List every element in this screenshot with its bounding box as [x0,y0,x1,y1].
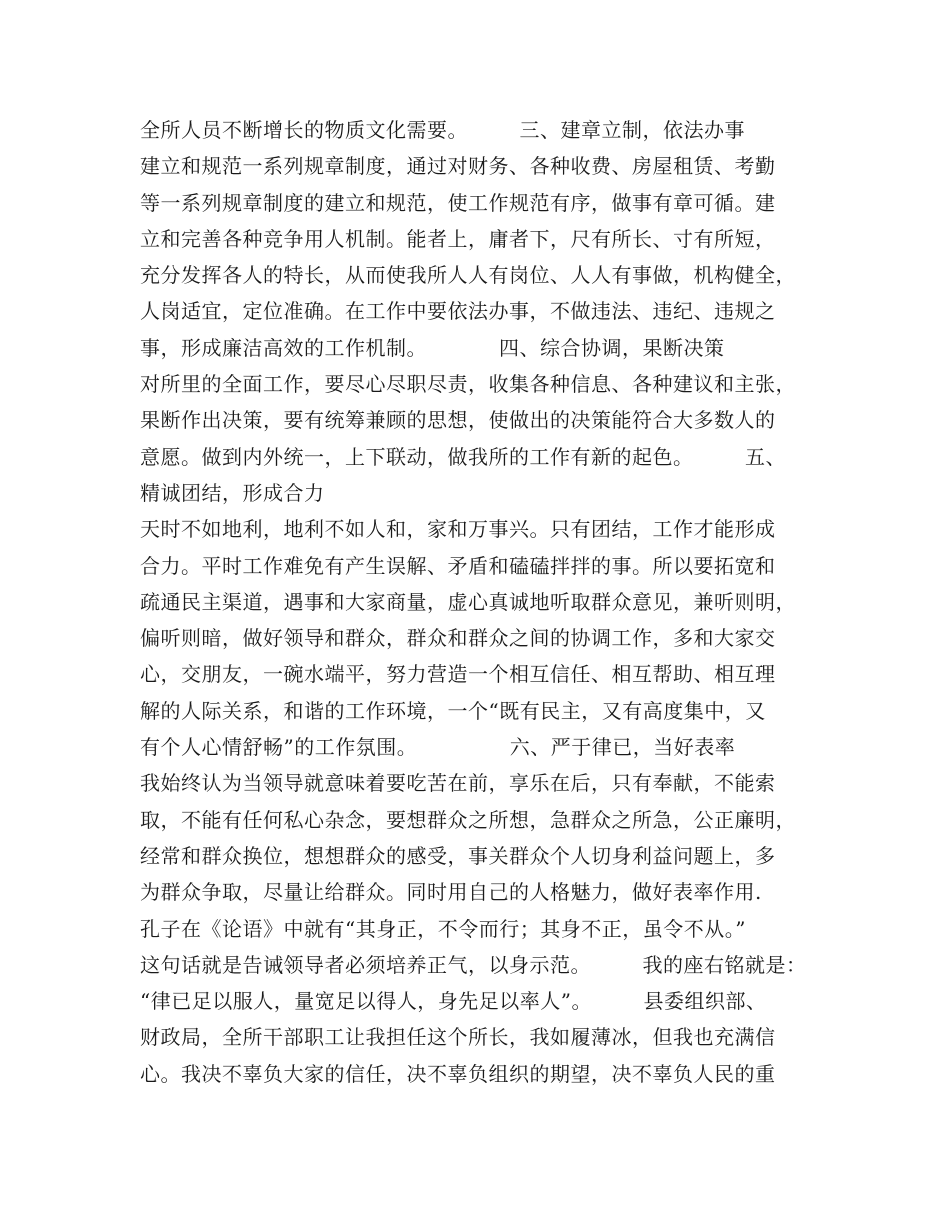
text-line: 解的人际关系，和谐的工作环境，一个“既有民主，又有高度集中，又 [140,698,766,723]
text-line: 建立和规范一系列规章制度，通过对财务、各种收费、房屋租赁、考勤 [140,154,776,179]
text-line: 心。我决不辜负大家的信任，决不辜负组织的期望，决不辜负人民的重 [140,1061,776,1086]
text-line: 心，交朋友，一碗水端平，努力营造一个相互信任、相互帮助、相互理 [140,662,776,687]
text-line: 等一系列规章制度的建立和规范，使工作规范有序，做事有章可循。建 [140,190,776,215]
text-line: 事，形成廉洁高效的工作机制。 四、综合协调，果断决策 [140,335,725,360]
text-line: 合力。平时工作难免有产生误解、矛盾和磕磕拌拌的事。所以要拓宽和 [140,553,776,578]
document-body [140,112,830,1092]
text-line: 天时不如地利，地利不如人和，家和万事兴。只有团结，工作才能形成 [140,517,776,542]
text-line: 取，不能有任何私心杂念，要想群众之所想，急群众之所急，公正廉明， [140,807,796,832]
text-line: 立和完善各种竞争用人机制。能者上，庸者下，尺有所长、寸有所短， [140,226,776,251]
text-line: 对所里的全面工作，要尽心尽职尽责，收集各种信息、各种建议和主张， [140,372,796,397]
text-line: 全所人员不断增长的物质文化需要。 三、建章立制，依法办事 [140,118,745,142]
text-line: 充分发挥各人的特长，从而使我所人人有岗位、人人有事做，机构健全， [140,263,796,288]
text-line: 意愿。做到内外统一，上下联动，做我所的工作有新的起色。 五、 [140,444,786,469]
text-line: 财政局，全所干部职工让我担任这个所长，我如履薄冰，但我也充满信 [140,1025,776,1050]
text-line: 有个人心情舒畅”的工作氛围。 六、严于律已，当好表率 [140,735,736,760]
text-line: 精诚团结，形成合力 [140,480,325,505]
text-line: 这句话就是告诫领导者必须培养正气，以身示范。 我的座右铭就是： [140,952,807,977]
text-line: 经常和群众换位，想想群众的感受，事关群众个人切身利益问题上，多 [140,843,776,868]
text-line: 偏听则暗，做好领导和群众，群众和群众之间的协调工作，多和大家交 [140,626,776,651]
text-line: “律已足以服人，量宽足以得人，身先足以率人”。 县委组织部、 [140,989,767,1014]
text-line: 人岗适宜，定位准确。在工作中要依法办事，不做违法、违纪、违规之 [140,299,776,324]
text-line: 疏通民主渠道，遇事和大家商量，虚心真诚地听取群众意见，兼听则明， [140,589,796,614]
text-line: 孔子在《论语》中就有“其身正，不令而行；其身不正，虽令不从。” [140,916,746,941]
text-line: 为群众争取，尽量让给群众。同时用自己的人格魅力，做好表率作用. [140,880,762,905]
text-line: 我始终认为当领导就意味着要吃苦在前，享乐在后，只有奉献，不能索 [140,771,776,796]
text-line: 果断作出决策，要有统筹兼顾的思想，使做出的决策能符合大多数人的 [140,408,776,433]
